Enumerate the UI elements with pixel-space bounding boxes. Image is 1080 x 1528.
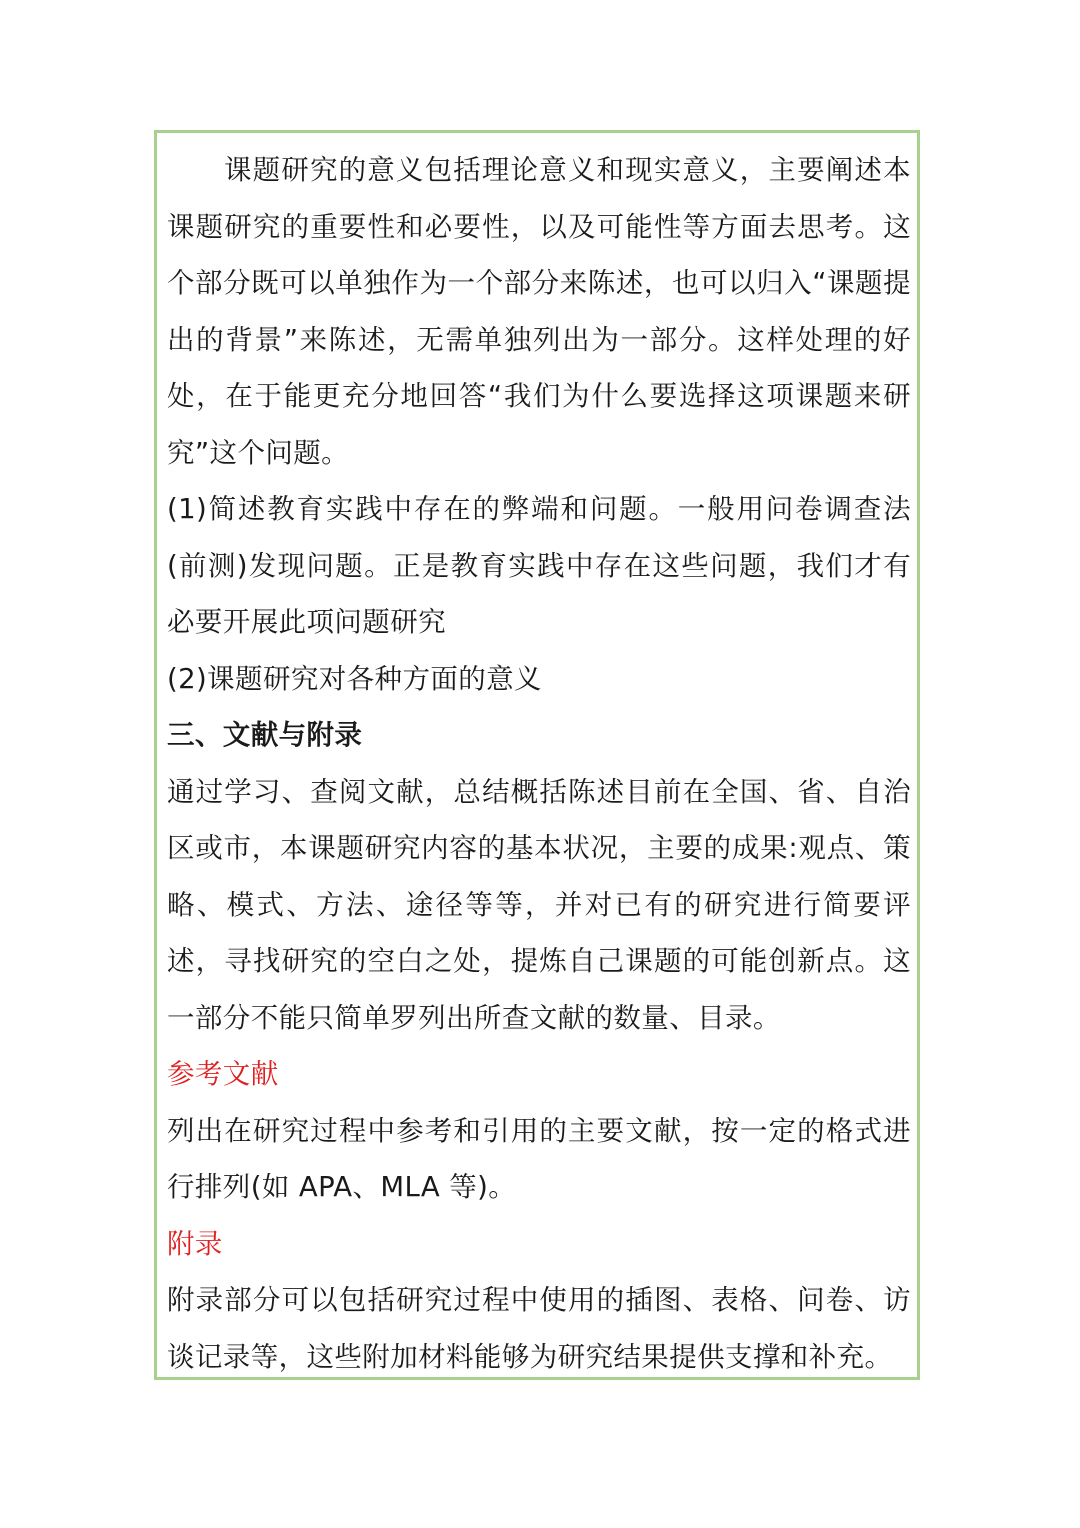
- references-heading: 参考文献: [167, 1058, 279, 1090]
- literature-paragraph: 通过学习、查阅文献，总结概括陈述目前在全国、省、自治区或市，本课题研究内容的基本状况，主要的成果:观点、策略、模式、方法、途径等等，并对已有的研究进行简要评述，寻找研究的空白之处，提炼自己课题的可能创新点。这一部分不能只简单罗列出所查文献的数量、目录。: [167, 775, 911, 1034]
- appendix-heading: 附录: [167, 1227, 223, 1260]
- references-paragraph: 列出在研究过程中参考和引用的主要文献，按一定的格式进行排列(如 APA、MLA 等)。: [167, 1114, 911, 1203]
- appendix-paragraph: 附录部分可以包括研究过程中使用的插图、表格、问卷、访谈记录等，这些附加材料能够为研究结果提供支撑和补充。: [167, 1284, 911, 1373]
- item-2-paragraph: (2)课题研究对各种方面的意义: [167, 662, 542, 695]
- content-frame: [154, 130, 920, 1380]
- intro-paragraph: 课题研究的意义包括理论意义和现实意义，主要阐述本课题研究的重要性和必要性，以及可能性等方面去思考。这个部分既可以单独作为一个部分来陈述，也可以归入“课题提出的背景”来陈述，无需单独列出为一部分。这样处理的好处，在于能更充分地回答“我们为什么要选择这项课题来研究”这个问题。: [167, 154, 911, 469]
- item-1-paragraph: (1)简述教育实践中存在的弊端和问题。一般用问卷调查法(前测)发现问题。正是教育实践中存在这些问题，我们才有必要开展此项问题研究: [167, 493, 911, 638]
- section-3-heading: 三、文献与附录: [167, 719, 363, 751]
